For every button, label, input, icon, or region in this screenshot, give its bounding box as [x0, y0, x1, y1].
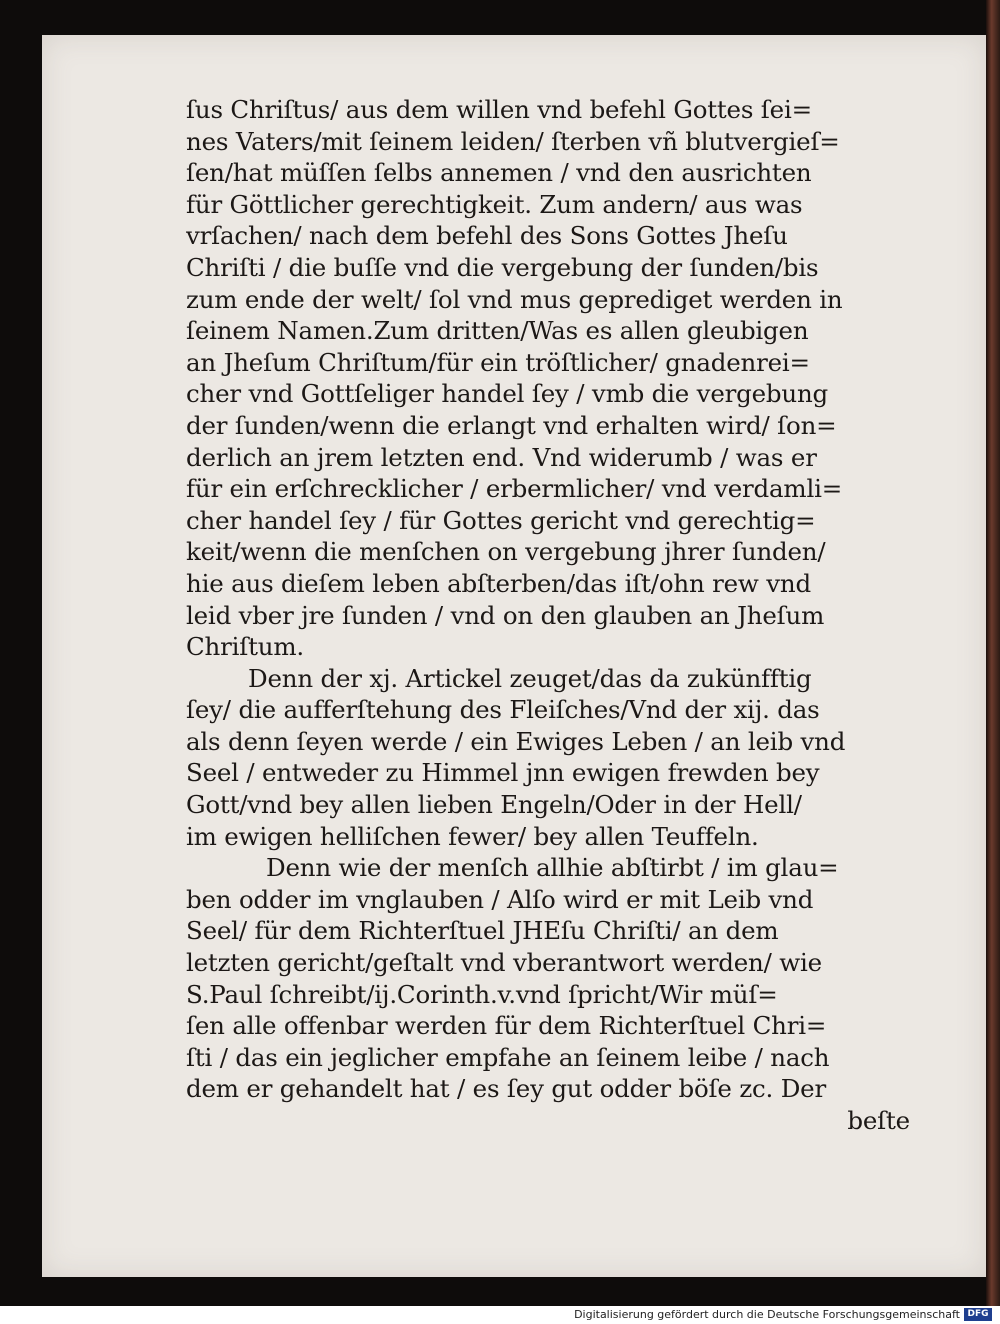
text-line: ſen/hat müſſen ſelbs annemen / vnd den ausrichten — [186, 158, 812, 188]
text-line: Chriſti / die buſſe vnd die vergebung der ſunden/bis — [186, 252, 819, 282]
text-line: vrſachen/ nach dem befehl des Sons Gottes Jheſu — [186, 221, 788, 251]
text-line: leid vber jre ſunden / vnd on den glauben an Jheſum — [186, 600, 825, 630]
text-line: für Göttlicher gerechtigkeit. Zum andern/ aus was — [186, 189, 803, 219]
text-line: ſeinem Namen.Zum dritten/Was es allen gleubigen — [186, 316, 809, 346]
text-line: der ſunden/wenn die erlangt vnd erhalten wird/ ſon= — [186, 410, 837, 440]
text-line: dem er gehandelt hat / es ſey gut odder böſe zc. Der — [186, 1074, 826, 1104]
text-line: Denn wie der menſch allhie abſtirbt / im glau= — [266, 853, 839, 883]
text-line: zum ende der welt/ ſol vnd mus geprediget werden in — [186, 284, 843, 314]
text-line: ben odder im vnglauben / Alſo wird er mit Leib vnd — [186, 884, 814, 914]
text-line: S.Paul ſchreibt/ij.Corinth.v.vnd ſpricht/Wir müſ= — [186, 979, 778, 1009]
page-text — [186, 94, 910, 1137]
text-line: ſen alle offenbar werden für dem Richterſtuel Chri= — [186, 1011, 827, 1041]
text-line: Seel / entweder zu Himmel jnn ewigen frewden bey — [186, 758, 820, 788]
text-line: nes Vaters/mit ſeinem leiden/ ſterben vñ blutvergieſ= — [186, 126, 840, 156]
text-line: letzten gericht/geſtalt vnd vberantwort werden/ wie — [186, 948, 822, 978]
text-line: Seel/ für dem Richterſtuel JHEſu Chriſti/ an dem — [186, 916, 779, 946]
text-line: hie aus dieſem leben abſterben/das iſt/ohn rew vnd — [186, 568, 811, 598]
text-line: im ewigen helliſchen fewer/ bey allen Teuffeln. — [186, 821, 759, 851]
text-line: ſus Chriſtus/ aus dem willen vnd befehl Gottes ſei= — [186, 95, 812, 124]
text-line: Chriſtum. — [186, 632, 304, 662]
catchword: beſte — [847, 1106, 910, 1135]
text-line: ſey/ die aufferſtehung des Fleiſches/Vnd der xij. das — [186, 695, 820, 725]
text-line: für ein erſchrecklicher / erbermlicher/ vnd verdamli= — [186, 474, 843, 504]
dfg-logo-icon: DFG — [964, 1308, 992, 1321]
text-line: keit/wenn die menſchen on vergebung jhrer ſunden/ — [186, 537, 826, 567]
text-line: cher handel ſey / für Gottes gericht vnd gerechtig= — [186, 505, 816, 535]
book-edge — [986, 0, 1000, 1306]
text-line: an Jheſum Chriſtum/für ein tröſtlicher/ gnadenrei= — [186, 347, 810, 377]
text-line: Gott/vnd bey allen lieben Engeln/Oder in der Hell/ — [186, 790, 802, 820]
footer-bar — [0, 1306, 1000, 1324]
funding-credit: Digitalisierung gefördert durch die Deutsche Forschungsgemeinschaft — [574, 1308, 960, 1321]
text-line: derlich an jrem letzten end. Vnd widerumb / was er — [186, 442, 817, 472]
text-line: ſti / das ein jeglicher empfahe an ſeinem leibe / nach — [186, 1042, 830, 1072]
text-line: cher vnd Gottſeliger handel ſey / vmb die vergebung — [186, 379, 829, 409]
text-line: als denn ſeyen werde / ein Ewiges Leben / an leib vnd — [186, 726, 846, 756]
text-line: Denn der xj. Artickel zeuget/das da zukünfftig — [248, 663, 812, 693]
